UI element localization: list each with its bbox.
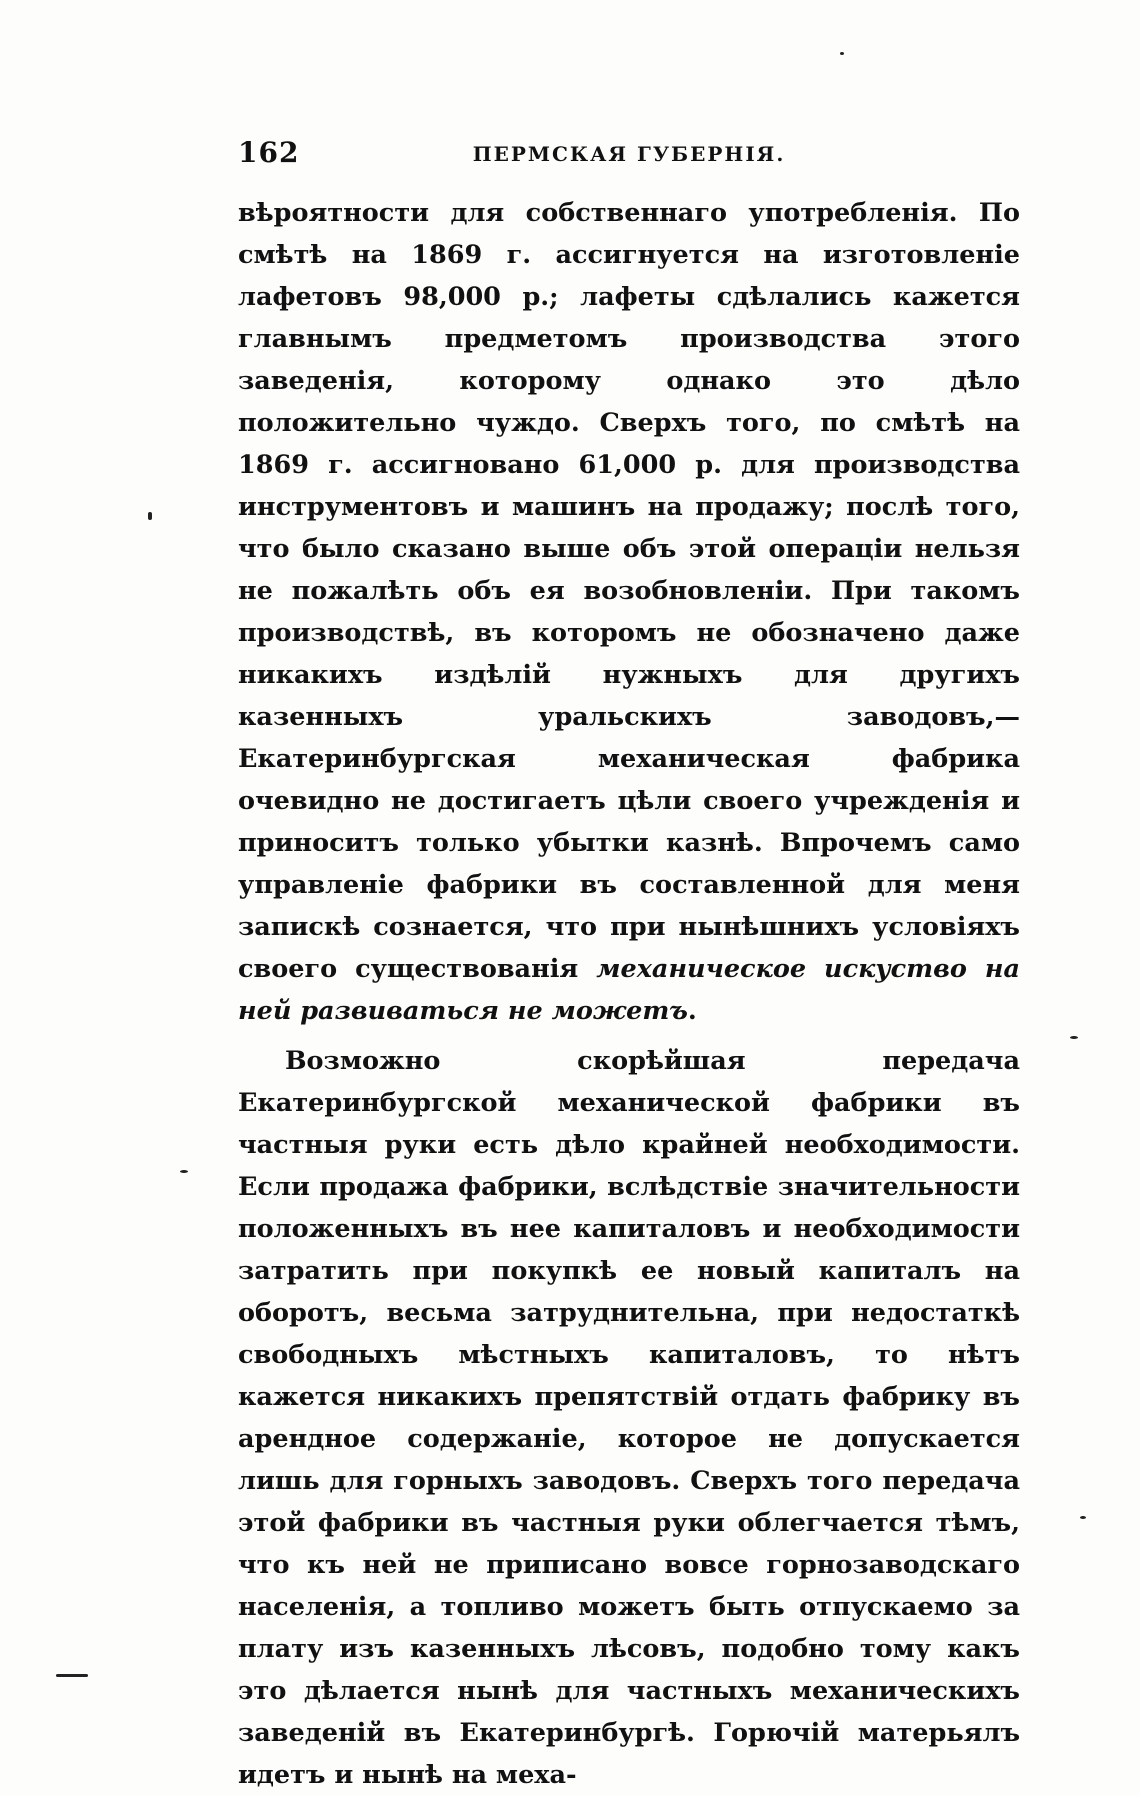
page-number: 162 — [238, 136, 300, 169]
scan-speck — [1080, 1516, 1086, 1519]
italic-emphasis: механическое искуство на ней развиваться не можетъ — [238, 954, 1020, 1026]
paragraph-text: вѣроятности для собственнаго употребленія. По смѣтѣ на 1869 г. ассигнуется на изготовленіе лафетовъ 98,000 р.; лафеты сдѣлались кажется главнымъ предметомъ производства этого заведенія, которому однако это дѣло положительно чуждо. Сверхъ того, по смѣтѣ на 1869 г. ассигновано 61,000 р. для производства инструментовъ и машинъ на продажу; послѣ того, что было сказано выше объ этой операціи нельзя не пожалѣть объ ея возобновленіи. При такомъ производствѣ, въ которомъ не обозначено даже никакихъ издѣлій нужныхъ для другихъ казенныхъ уральскихъ заводовъ,—Екатеринбургская механическая фабрика очевидно не достигаетъ цѣли своего учрежденія и приноситъ только убытки казнѣ. Впрочемъ само управленіе фабрики въ составленной для меня запискѣ сознается, что при нынѣшнихъ условіяхъ своего существованія — [238, 198, 1020, 984]
running-head — [238, 136, 1020, 176]
running-title: ПЕРМСКАЯ ГУБЕРНІЯ. — [472, 142, 786, 166]
scan-speck — [180, 1170, 188, 1173]
scan-speck — [148, 512, 152, 520]
scan-speck — [1070, 1036, 1078, 1039]
paragraph-continued — [238, 192, 1020, 1032]
paragraph-end-punct: . — [687, 996, 697, 1026]
scan-speck — [840, 52, 844, 55]
page-content — [238, 136, 1020, 1796]
scan-speck — [56, 1674, 88, 1677]
paragraph-new: Возможно скорѣйшая передача Екатеринбургской механической фабрики въ частныя руки есть дѣло крайней необходимости. Если продажа фабрики, вслѣдствіе значительности положенныхъ въ нее капиталовъ и необходимости затратить при покупкѣ ее новый капиталъ на оборотъ, весьма затруднительна, при недостаткѣ свободныхъ мѣстныхъ капиталовъ, то нѣтъ кажется никакихъ препятствій отдать фабрику въ арендное содержаніе, которое не допускается лишь для горныхъ заводовъ. Сверхъ того передача этой фабрики въ частныя руки облегчается тѣмъ, что къ ней не приписано вовсе горнозаводскаго населенія, а топливо можетъ быть отпускаемо за плату изъ казенныхъ лѣсовъ, подобно тому какъ это дѣлается нынѣ для частныхъ механическихъ заведеній въ Екатеринбургѣ. Горючій матерьялъ идетъ и нынѣ на меха- — [238, 1046, 1020, 1790]
